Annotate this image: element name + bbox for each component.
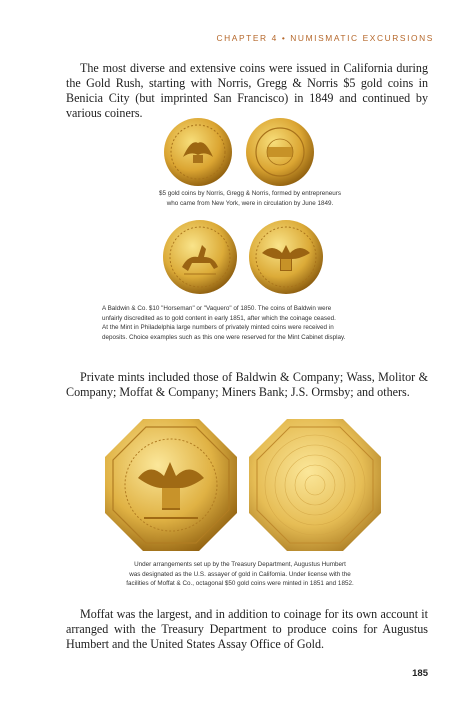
caption-line: unfairly discredited as to gold content in early 1851, after which the coinage ceased. [102,314,336,322]
paragraph-private-mints [66,370,428,400]
humbert-octagonal-reverse-image [248,418,382,552]
caption-line: $5 gold coins by Norris, Gregg & Norris, formed by entrepreneurs [159,190,341,197]
norris-coin-obverse-image [163,117,233,187]
figure-3-caption [80,560,400,589]
baldwin-horseman-obverse-image [162,219,238,295]
humbert-octagonal-obverse-image [104,418,238,552]
page-number: 185 [412,668,428,679]
caption-line: was designated as the U.S. assayer of gold in California. Under license with the [129,570,351,578]
caption-line: A Baldwin & Co. $10 "Horseman" or "Vaquero" of 1850. The coins of Baldwin were [102,305,332,312]
caption-line: At the Mint in Philadelphia large numbers of privately minted coins were received in [102,324,334,332]
paragraph-private-mints-text: Private mints included those of Baldwin & Company; Wass, Molitor & Company; Moffat & Company; Miners Bank; J.S. Ormsby; and others. [66,370,428,399]
paragraph-intro-text: The most diverse and extensive coins were issued in California during the Gold Rush, starting with Norris, Gregg & Norris $5 gold coins in Benicia City (but imprinted San Francisco) in 1849 and continued by various coiners. [66,61,428,120]
paragraph-moffat-text: Moffat was the largest, and in addition to coinage for its own account it arranged with the Treasury Department to produce coins for Augustus Humbert and the United States Assay Office of Gold. [66,607,428,651]
figure-1-caption [100,189,400,208]
figure-2-caption [102,304,402,342]
baldwin-horseman-reverse-image [248,219,324,295]
paragraph-intro [66,61,428,121]
caption-line: deposits. Choice examples such as this one were reserved for the Mint Cabinet display. [102,333,346,341]
paragraph-moffat [66,607,428,652]
caption-line: who came from New York, were in circulation by June 1849. [166,199,334,207]
caption-line: facilities of Moffat & Co., octagonal $50 gold coins were minted in 1851 and 1852. [126,580,354,588]
norris-coin-reverse-image [245,117,315,187]
caption-line: Under arrangements set up by the Treasury Department, Augustus Humbert [134,561,346,568]
running-head: CHAPTER 4 • NUMISMATIC EXCURSIONS [216,33,434,43]
